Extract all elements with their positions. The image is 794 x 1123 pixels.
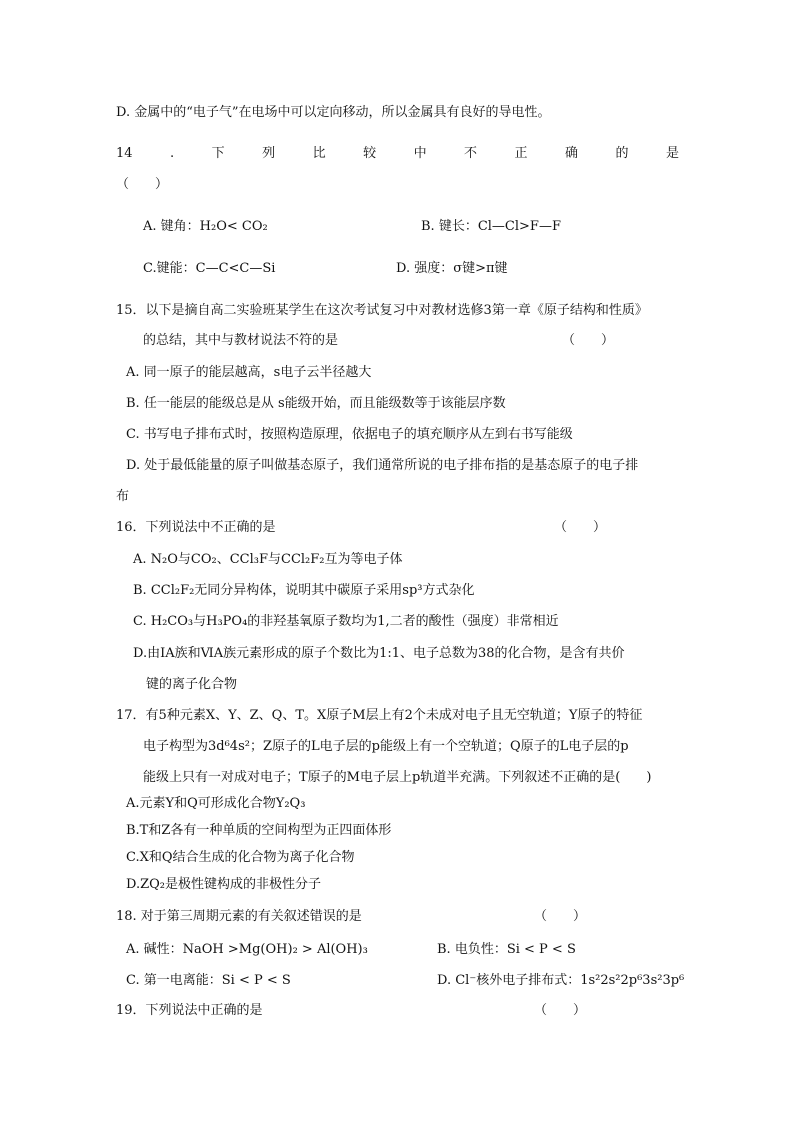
q14-option-b: B. 键长：Cl—Cl>F—F	[421, 219, 561, 234]
q16-option-d-line1: D.由ⅠA族和ⅥA族元素形成的原子个数比为1:1、电子总数为38的化合物，是含有共价	[133, 646, 625, 661]
q18-option-d: D. Cl⁻核外电子排布式：1s²2s²2p⁶3s²3p⁶	[437, 973, 685, 988]
q17-option-c: C.X和Q结合生成的化合物为离子化合物	[126, 850, 355, 865]
q14-stem-char: 较	[363, 146, 377, 161]
q18-answer-paren: （ ）	[534, 909, 587, 924]
q14-stem	[116, 145, 679, 163]
q18-stem: 18. 对于第三周期元素的有关叙述错误的是	[116, 909, 362, 924]
q14-option-a: A. 键角：H₂O< CO₂	[143, 219, 268, 234]
q18-option-a: A. 碱性：NaOH >Mg(OH)₂ > Al(OH)₃	[126, 942, 368, 957]
q15-option-a: A. 同一原子的能层越高，s电子云半径越大	[126, 365, 372, 380]
q17-stem-line1: 17．有5种元素X、Y、Z、Q、T。X原子M层上有2个未成对电子且无空轨道；Y原子的特征	[116, 708, 643, 723]
q14-stem-char: 14	[116, 146, 133, 161]
q16-answer-paren: （ ）	[554, 520, 607, 535]
q14-stem-char: 不	[464, 146, 478, 161]
q18-option-b: B. 电负性：Si < P < S	[437, 942, 576, 957]
q14-stem-char: 确	[565, 146, 579, 161]
q14-stem-char: 是	[665, 146, 679, 161]
q16-stem: 16．下列说法中不正确的是	[116, 520, 276, 535]
q13-option-d: D. 金属中的“电子气”在电场中可以定向移动，所以金属具有良好的导电性。	[116, 105, 551, 120]
q14-stem-char: 的	[615, 146, 629, 161]
q15-stem-line2: 的总结，其中与教材说法不符的是	[143, 333, 339, 348]
q15-option-b: B. 任一能层的能级总是从 s能级开始，而且能级数等于该能层序数	[126, 396, 506, 411]
q14-stem-char: 中	[413, 146, 427, 161]
q17-stem-line2: 电子构型为3d⁶4s²；Z原子的L电子层的p能级上有一个空轨道；Q原子的L电子层的p	[143, 739, 629, 754]
q14-stem-char: 比	[312, 146, 326, 161]
q16-option-a: A. N₂O与CO₂、CCl₃F与CCl₂F₂互为等电子体	[133, 552, 403, 567]
q19-answer-paren: （ ）	[534, 1003, 587, 1018]
q14-answer-paren: （ ）	[116, 177, 169, 192]
q15-option-d-line2: 布	[116, 489, 130, 504]
q14-stem-char: 下	[211, 146, 225, 161]
q15-answer-paren: （ ）	[562, 333, 615, 348]
q15-option-d-line1: D. 处于最低能量的原子叫做基态原子，我们通常所说的电子排布指的是基态原子的电子排	[126, 458, 639, 473]
q14-stem-char: 正	[514, 146, 528, 161]
q15-option-c: C. 书写电子排布式时，按照构造原理，依据电子的填充顺序从左到右书写能级	[126, 427, 573, 442]
q19-stem: 19．下列说法中正确的是	[116, 1003, 263, 1018]
q14-option-c: C.键能：C—C<C—Si	[143, 261, 276, 276]
q16-option-d-line2: 键的离子化合物	[146, 677, 238, 692]
q17-option-b: B.T和Z各有一种单质的空间构型为正四面体形	[126, 823, 392, 838]
q18-option-c: C. 第一电离能：Si < P < S	[126, 973, 291, 988]
q14-option-d: D. 强度：σ键>π键	[396, 261, 508, 276]
q17-option-d: D.ZQ₂是极性键构成的非极性分子	[126, 877, 321, 892]
q16-option-c: C. H₂CO₃与H₃PO₄的非羟基氧原子数均为1,二者的酸性（强度）非常相近	[133, 614, 559, 629]
q17-option-a: A.元素Y和Q可形成化合物Y₂Q₃	[126, 796, 306, 811]
q15-stem-line1: 15．以下是摘自高二实验班某学生在这次考试复习中对教材选修3第一章《原子结构和性质》	[116, 303, 648, 318]
q14-stem-char: 列	[262, 146, 276, 161]
q17-stem-line3: 能级上只有一对成对电子；T原子的M电子层上p轨道半充满。下列叙述不正确的是( )	[143, 770, 652, 785]
q16-option-b: B. CCl₂F₂无同分异构体，说明其中碳原子采用sp³方式杂化	[133, 583, 475, 598]
q14-stem-char: .	[170, 146, 175, 161]
